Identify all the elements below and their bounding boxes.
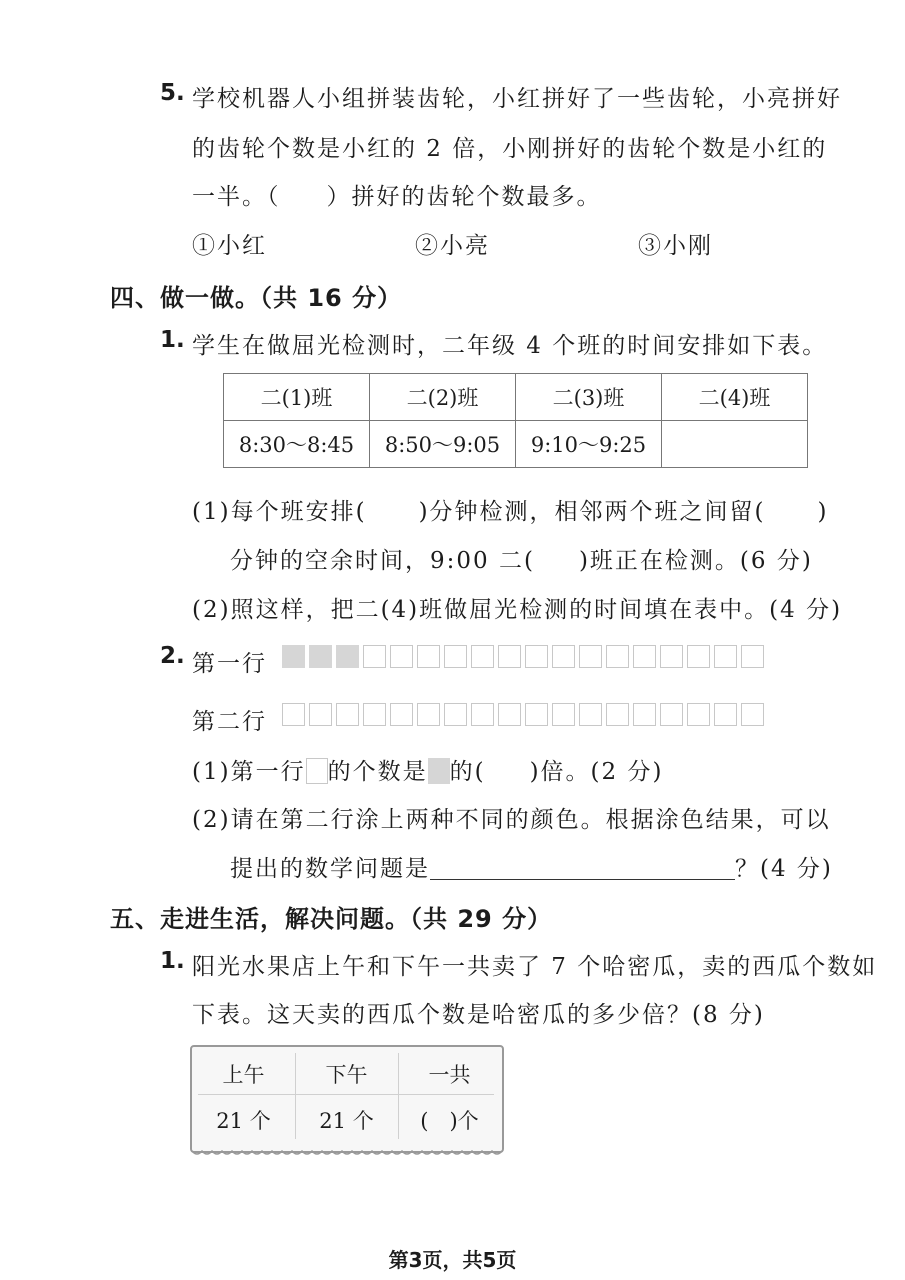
grid-cell[interactable] bbox=[282, 703, 305, 726]
schedule-table bbox=[223, 373, 808, 468]
option-2[interactable]: ②小亮 bbox=[415, 233, 490, 259]
gray-square-icon bbox=[428, 758, 450, 784]
sub-question bbox=[230, 850, 833, 883]
grid-cell bbox=[444, 645, 467, 668]
question-text-part: ) bbox=[817, 499, 829, 525]
row-label: 第一行 bbox=[192, 651, 267, 677]
grid-cell bbox=[660, 645, 683, 668]
table-cell: 9:10～9:25 bbox=[516, 421, 662, 468]
grid-cell bbox=[741, 645, 764, 668]
question-text-part: )倍。(2 分) bbox=[529, 759, 664, 785]
grid-cell[interactable] bbox=[633, 703, 656, 726]
grid-cell bbox=[390, 645, 413, 668]
question-text-part: )分钟检测，相邻两个班之间留( bbox=[418, 499, 766, 525]
question-number: 1. bbox=[160, 948, 185, 974]
question-text: 下表。这天卖的西瓜个数是哈密瓜的多少倍？(8 分) bbox=[192, 1002, 765, 1028]
table-header: 上午 bbox=[222, 1063, 265, 1087]
table-header: 二(3)班 bbox=[516, 374, 662, 421]
grid-cell bbox=[498, 645, 521, 668]
grid-cell[interactable] bbox=[336, 703, 359, 726]
grid-cell bbox=[687, 645, 710, 668]
grid-cell bbox=[714, 645, 737, 668]
question-text bbox=[192, 178, 602, 211]
question-text: 阳光水果店上午和下午一共卖了 7 个哈密瓜，卖的西瓜个数如 bbox=[192, 954, 878, 980]
sub-question: (2)照这样，把二(4)班做屈光检测的时间填在表中。(4 分) bbox=[192, 597, 843, 623]
table-header: 二(4)班 bbox=[662, 374, 808, 421]
table-header: 二(2)班 bbox=[370, 374, 516, 421]
table-cell: 8:30～8:45 bbox=[224, 421, 370, 468]
question-number: 5. bbox=[160, 80, 185, 106]
divider bbox=[198, 1094, 494, 1095]
option-1[interactable]: ①小红 bbox=[192, 233, 267, 259]
grid-cell[interactable] bbox=[660, 703, 683, 726]
question-text-part: 的( bbox=[449, 759, 486, 785]
grid-row-1 bbox=[282, 645, 764, 668]
question-text-part: 的个数是 bbox=[327, 759, 428, 785]
white-square-icon bbox=[306, 758, 328, 784]
grid-cell bbox=[606, 645, 629, 668]
sub-question bbox=[192, 753, 663, 786]
question-text-part: )班正在检测。(6 分) bbox=[578, 548, 813, 574]
grid-cell bbox=[363, 645, 386, 668]
table-cell: 21 个 bbox=[216, 1109, 271, 1133]
option-3[interactable]: ③小刚 bbox=[638, 233, 713, 259]
question-number: 2. bbox=[160, 643, 185, 669]
grid-cell[interactable] bbox=[579, 703, 602, 726]
torn-edge-icon bbox=[192, 1147, 502, 1157]
grid-cell bbox=[525, 645, 548, 668]
section-title: 五、走进生活，解决问题。（共 29 分） bbox=[110, 905, 553, 933]
table-header: 一共 bbox=[428, 1063, 471, 1087]
question-text-part: (1)第一行 bbox=[192, 759, 306, 785]
answer-line[interactable] bbox=[430, 855, 735, 880]
question-text-part: 分钟的空余时间，9:00 二( bbox=[230, 548, 535, 574]
grid-cell bbox=[633, 645, 656, 668]
grid-cell bbox=[471, 645, 494, 668]
grid-cell[interactable] bbox=[498, 703, 521, 726]
section-title: 四、做一做。（共 16 分） bbox=[110, 284, 403, 312]
table-cell: 21 个 bbox=[319, 1109, 374, 1133]
grid-cell bbox=[417, 645, 440, 668]
grid-cell[interactable] bbox=[444, 703, 467, 726]
grid-cell[interactable] bbox=[714, 703, 737, 726]
question-text-part: 提出的数学问题是 bbox=[230, 856, 430, 882]
question-text-part: 一半。（ bbox=[192, 184, 281, 210]
table-cell: 8:50～9:05 bbox=[370, 421, 516, 468]
grid-cell[interactable] bbox=[417, 703, 440, 726]
grid-cell[interactable] bbox=[525, 703, 548, 726]
question-number: 1. bbox=[160, 327, 185, 353]
page-footer: 第3页，共5页 bbox=[388, 1248, 517, 1272]
sub-question bbox=[230, 542, 813, 575]
question-text-part: ？(4 分) bbox=[735, 856, 833, 882]
shaded-cell bbox=[309, 645, 332, 668]
question-text-part: ）拼好的齿轮个数最多。 bbox=[326, 184, 602, 210]
question-text: 学校机器人小组拼装齿轮，小红拼好了一些齿轮，小亮拼好 bbox=[192, 86, 842, 112]
grid-cell[interactable] bbox=[471, 703, 494, 726]
table-header: 下午 bbox=[325, 1063, 368, 1087]
grid-row-2 bbox=[282, 703, 764, 726]
grid-cell[interactable] bbox=[741, 703, 764, 726]
watermelon-table bbox=[190, 1045, 504, 1153]
shaded-cell bbox=[336, 645, 359, 668]
grid-cell bbox=[552, 645, 575, 668]
grid-cell[interactable] bbox=[390, 703, 413, 726]
grid-cell[interactable] bbox=[606, 703, 629, 726]
grid-cell[interactable] bbox=[363, 703, 386, 726]
question-text: 的齿轮个数是小红的 2 倍，小刚拼好的齿轮个数是小红的 bbox=[192, 136, 828, 162]
answer-cell[interactable]: ( )个 bbox=[420, 1109, 479, 1133]
grid-cell bbox=[579, 645, 602, 668]
table-header: 二(1)班 bbox=[224, 374, 370, 421]
grid-cell[interactable] bbox=[552, 703, 575, 726]
sub-question: (2)请在第二行涂上两种不同的颜色。根据涂色结果，可以 bbox=[192, 807, 831, 833]
question-text-part: (1)每个班安排( bbox=[192, 499, 367, 525]
grid-cell[interactable] bbox=[687, 703, 710, 726]
shaded-cell bbox=[282, 645, 305, 668]
sub-question bbox=[192, 493, 829, 526]
row-label: 第二行 bbox=[192, 709, 267, 735]
question-text: 学生在做屈光检测时，二年级 4 个班的时间安排如下表。 bbox=[192, 333, 828, 359]
grid-cell[interactable] bbox=[309, 703, 332, 726]
answer-cell[interactable] bbox=[662, 421, 808, 468]
